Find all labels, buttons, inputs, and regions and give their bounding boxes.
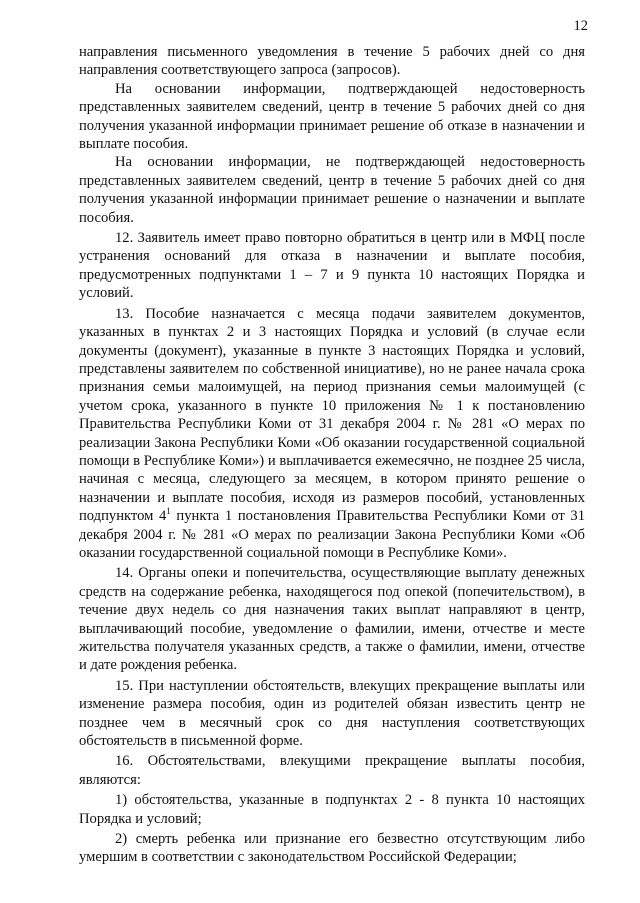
paragraph-16-item-1: 1) обстоятельства, указанные в подпунктах 2 - 8 пункта 10 настоящих Порядка и условий; [79, 792, 585, 827]
paragraph-12: 12. Заявитель имеет право повторно обратиться в центр или в МФЦ после устранения оснований для отказа в назначении и выплате пособия, предусмотренных подпунктами 1 – 7 и 9 пункта 10 настоящих Порядка и условий. [79, 230, 585, 302]
paragraph-refusal-info: На основании информации, подтверждающей недостоверность представленных заявителем сведений, центр в течение 5 рабочих дней со дня получения указанной информации принимает решение об отказе в назначении и выплате пособия. [79, 80, 585, 153]
document-body [79, 43, 585, 867]
paragraph-14: 14. Органы опеки и попечительства, осуществляющие выплату денежных средств на содержание ребенка, находящегося под опекой (попечительством), в течение двух недель со дня назначения таких выплат направляют в центр, выплачивающий пособие, уведомление о фамилии, имени, отчестве и месте жительства получателя указанных средств, а также о фамилии, имени, отчестве и дате рождения ребенка. [79, 565, 585, 674]
paragraph-16: 16. Обстоятельствами, влекущими прекращение выплаты пособия, являются: [79, 753, 585, 788]
paragraph-13-text: 13. Пособие назначается с месяца подачи заявителем документов, указанных в пунктах 2 и 3 настоящих Порядка и условий (в случае если документы (документ), указанные в пункте 3 настоящих Порядка и условий, представлены заявителем по собственной инициативе), но не ранее начала срока признания семьи малоимущей, на период признания семьи малоимущей (с учетом срока, указанного в пункте 10 приложения № 1 к постановлению Правительства Республики Коми от 31 декабря 2004 г. № 281 «О мерах по реализации Закона Республики Коми «Об оказании государственной социальной помощи в Республике Коми») и выплачивается ежемесячно, не позднее 25 числа, начиная с месяца, следующего за месяцем, в котором принято решение о назначении и выплате пособия, исходя из размеров пособий, установленных подпунктом 4 [79, 305, 585, 525]
paragraph-13-tail: пункта 1 постановления Правительства Республики Коми от 31 декабря 2004 г. № 281 «О мерах по реализации Закона Республики Коми «Об оказании государственной социальной помощи в Республике Коми». [79, 508, 586, 561]
paragraph-continuation: направления письменного уведомления в течение 5 рабочих дней со дня направления соответствующего запроса (запросов). [79, 44, 585, 79]
paragraph-approval-info: На основании информации, не подтверждающей недостоверность представленных заявителем сведений, центр в течение 5 рабочих дней со дня получения указанной информации принимает решение о назначении и выплате пособия. [79, 154, 585, 226]
paragraph-13 [79, 305, 585, 563]
paragraph-16-item-2: 2) смерть ребенка или признание его безвестно отсутствующим либо умершим в соответствии с законодательством Российской Федерации; [79, 831, 585, 866]
paragraph-15: 15. При наступлении обстоятельств, влекущих прекращение выплаты или изменение размера пособия, один из родителей обязан известить центр не позднее чем в месячный срок со дня наступления соответствующих обстоятельств в письменной форме. [79, 677, 585, 750]
paragraph-13-superscript: 1 [166, 506, 171, 517]
page-number: 12 [573, 18, 588, 34]
